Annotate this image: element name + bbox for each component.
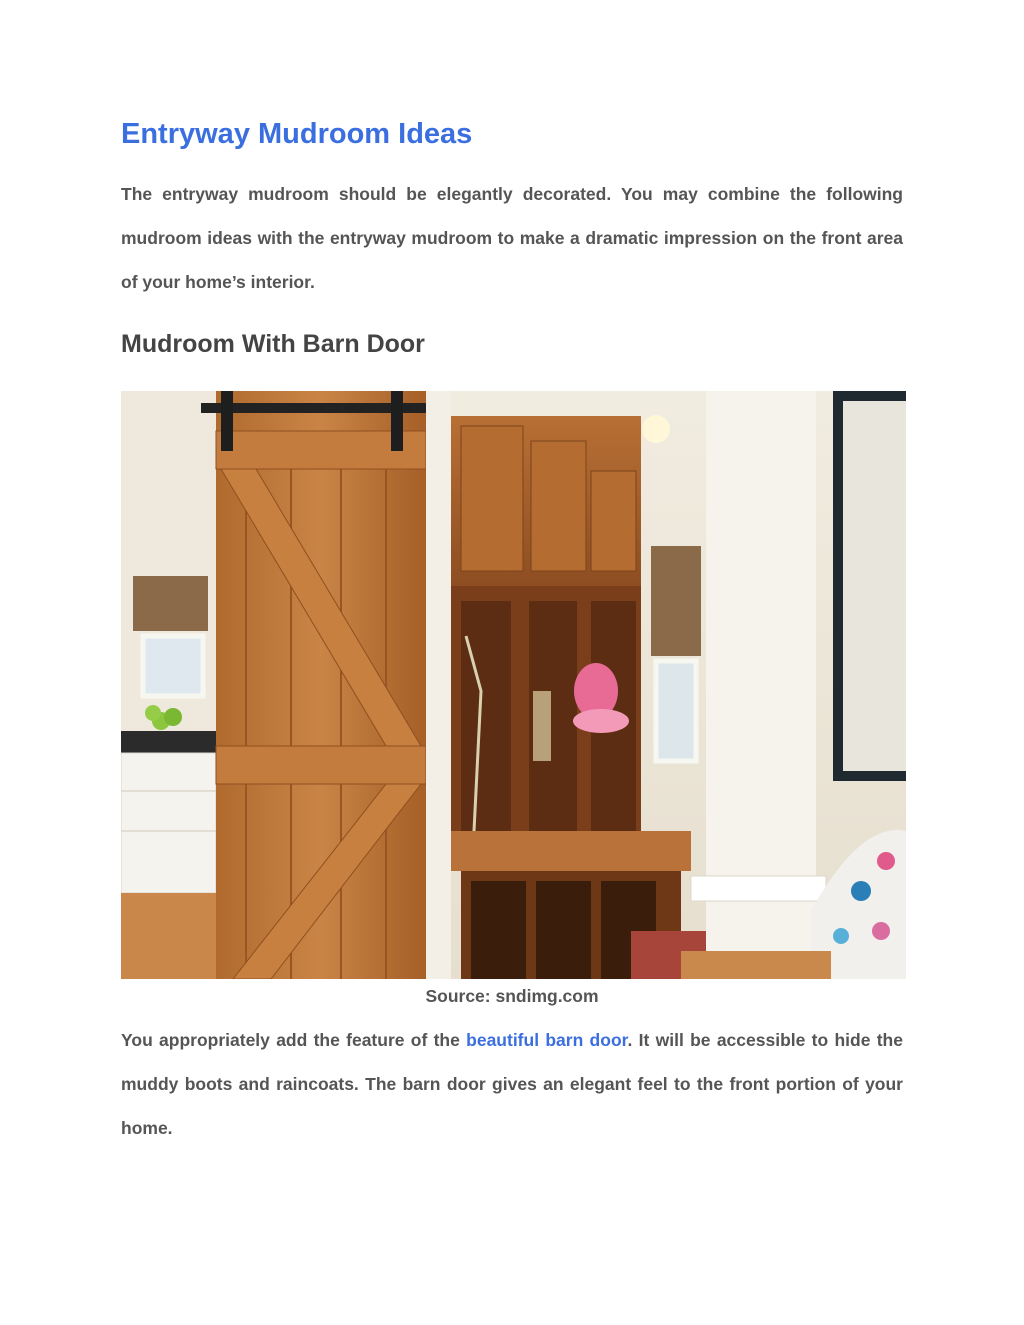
section-heading: Mudroom With Barn Door [121, 330, 425, 358]
body-text-after-link: . It will be accessible to hide the muddy boots and raincoats. The barn door gives an elegant feel to the front portion of your home. [121, 1030, 903, 1138]
mudroom-barn-door-photo [121, 391, 906, 979]
body-text-before-link: You appropriately add the feature of the [121, 1030, 467, 1050]
image-caption: Source: sndimg.com [425, 986, 599, 1006]
intro-paragraph: The entryway mudroom should be elegantly decorated. You may combine the following mudroom ideas with the entryway mudroom to make a dramatic impression on the front area of your home’s interior. [121, 184, 903, 292]
beautiful-barn-door-link[interactable]: beautiful barn door [466, 1030, 628, 1050]
page-title: Entryway Mudroom Ideas [121, 118, 473, 150]
body-paragraph [121, 1018, 903, 1150]
